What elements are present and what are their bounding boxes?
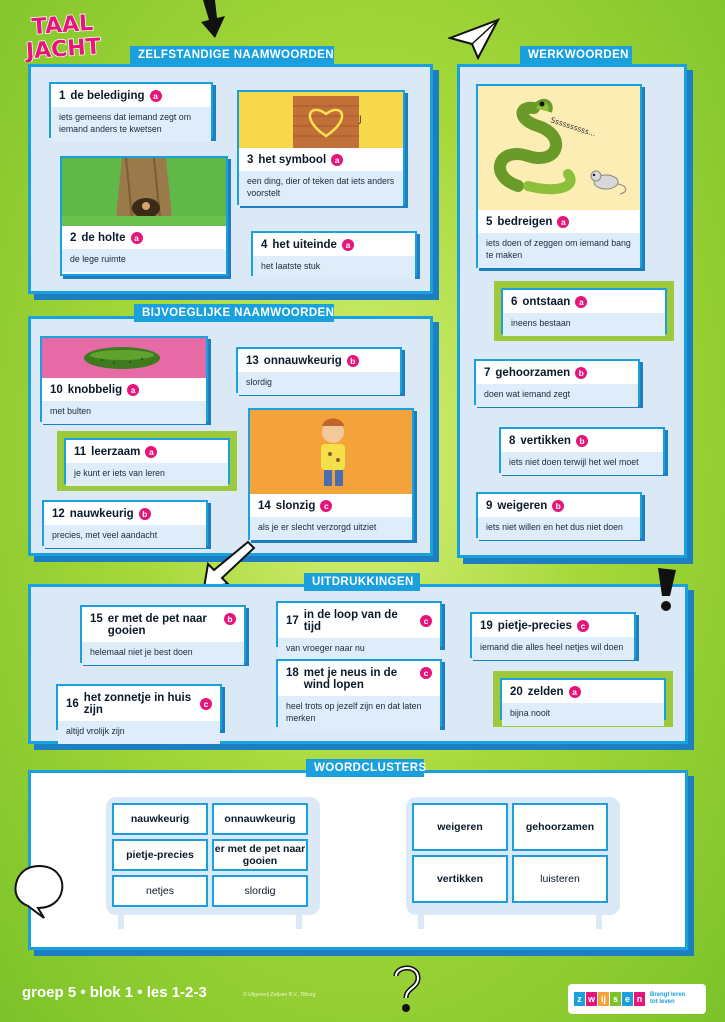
messy-boy-image bbox=[250, 410, 412, 494]
word-card-10 bbox=[40, 336, 208, 422]
level-badge: a bbox=[557, 216, 569, 228]
card-definition: je kunt er iets van leren bbox=[66, 463, 228, 486]
card-number: 2 bbox=[70, 232, 77, 244]
cluster-cell: weigeren bbox=[412, 803, 508, 851]
section-title-zelfstandige: ZELFSTANDIGE NAAMWOORDEN bbox=[130, 46, 334, 64]
card-definition: iets gemeens dat iemand zegt om iemand anders te kwetsen bbox=[51, 107, 211, 142]
word-card-20 bbox=[500, 678, 666, 720]
card-definition: heel trots op jezelf zijn en dat laten merken bbox=[278, 696, 440, 731]
word-card-19 bbox=[470, 612, 636, 658]
card-term: het uiteinde bbox=[272, 239, 337, 251]
card-number: 1 bbox=[59, 90, 66, 102]
card-term: nauwkeurig bbox=[69, 508, 134, 520]
card-number: 17 bbox=[286, 615, 299, 627]
card-term: weigeren bbox=[497, 500, 548, 512]
cluster-cell: gehoorzamen bbox=[512, 803, 608, 851]
card-definition: helemaal niet je best doen bbox=[82, 642, 244, 665]
wall-letter: J bbox=[359, 115, 362, 125]
publisher-logo bbox=[568, 984, 706, 1014]
taaljacht-logo bbox=[22, 10, 142, 62]
word-card-17 bbox=[276, 601, 442, 653]
level-badge: a bbox=[575, 296, 587, 308]
exclamation-icon bbox=[652, 566, 682, 614]
publisher-letter: s bbox=[610, 992, 621, 1006]
card-number: 6 bbox=[511, 296, 518, 308]
card-definition: iemand die alles heel netjes wil doen bbox=[472, 637, 634, 660]
snake-hiss-text: Ssssssssss... bbox=[549, 115, 597, 139]
card-term: knobbelig bbox=[67, 384, 123, 396]
cluster-cell: pietje-precies bbox=[112, 839, 208, 871]
cluster-cell: er met de pet naar gooien bbox=[212, 839, 308, 871]
publisher-letter: ij bbox=[598, 992, 609, 1006]
card-term: vertikken bbox=[520, 435, 571, 447]
card-definition: met bulten bbox=[42, 401, 206, 424]
copyright-text: © Uitgeverij Zwijsen B.V., Tilburg bbox=[243, 992, 316, 998]
logo-line2: JACHT bbox=[25, 34, 102, 62]
level-badge: c bbox=[200, 698, 212, 710]
card-term: de belediging bbox=[70, 90, 145, 102]
tree-hollow-image bbox=[62, 158, 226, 226]
section-title-bijvoeglijke: BIJVOEGLIJKE NAAMWOORDEN bbox=[134, 304, 334, 322]
card-term: ontstaan bbox=[522, 296, 571, 308]
card-number: 10 bbox=[50, 384, 63, 396]
card-number: 19 bbox=[480, 620, 493, 632]
card-number: 4 bbox=[261, 239, 268, 251]
cluster-cell: onnauwkeurig bbox=[212, 803, 308, 835]
word-card-7 bbox=[474, 359, 640, 405]
card-number: 20 bbox=[510, 686, 523, 698]
board-leg bbox=[596, 913, 602, 929]
level-badge: b bbox=[347, 355, 359, 367]
card-number: 15 bbox=[90, 613, 103, 625]
card-term: zelden bbox=[527, 686, 564, 698]
word-card-8 bbox=[499, 427, 665, 473]
level-badge: a bbox=[127, 384, 139, 396]
board-leg bbox=[296, 913, 302, 929]
card-definition: bijna nooit bbox=[502, 703, 664, 726]
card-term: gehoorzamen bbox=[495, 367, 571, 379]
snake-mouse-image bbox=[478, 86, 640, 210]
publisher-slogan: tot leven bbox=[650, 999, 675, 1005]
card-term: de holte bbox=[81, 232, 126, 244]
level-badge: a bbox=[150, 90, 162, 102]
level-badge: a bbox=[342, 239, 354, 251]
cluster-cell: nauwkeurig bbox=[112, 803, 208, 835]
section-title-woordclusters: WOORDCLUSTERS bbox=[306, 759, 424, 777]
card-definition: precies, met veel aandacht bbox=[44, 525, 206, 548]
word-card-12 bbox=[42, 500, 208, 546]
card-number: 8 bbox=[509, 435, 516, 447]
word-card-1 bbox=[49, 82, 213, 138]
word-card-2 bbox=[60, 156, 228, 276]
card-number: 5 bbox=[486, 216, 493, 228]
section-title-uitdrukkingen: UITDRUKKINGEN bbox=[304, 573, 420, 591]
publisher-letter: w bbox=[587, 994, 595, 1004]
word-card-9 bbox=[476, 492, 642, 538]
cluster-cell: vertikken bbox=[412, 855, 508, 903]
word-card-3 bbox=[237, 90, 405, 205]
card-definition: een ding, dier of teken dat iets anders voorstelt bbox=[239, 171, 403, 206]
word-card-5 bbox=[476, 84, 642, 268]
publisher-letter: n bbox=[634, 992, 645, 1006]
level-badge: b bbox=[575, 367, 587, 379]
publisher-letter: z bbox=[574, 992, 585, 1006]
card-definition: doen wat iemand zegt bbox=[476, 384, 638, 407]
card-definition: ineens bestaan bbox=[503, 313, 665, 336]
footer-lesson-info: groep 5 • blok 1 • les 1-2-3 bbox=[22, 984, 207, 1001]
level-badge: b bbox=[139, 508, 151, 520]
level-badge: b bbox=[224, 613, 236, 625]
level-badge: c bbox=[320, 500, 332, 512]
heart-wall-image bbox=[239, 92, 403, 148]
card-definition: altijd vrolijk zijn bbox=[58, 721, 220, 744]
card-term: er met de pet naar gooien bbox=[107, 613, 207, 637]
word-card-14 bbox=[248, 408, 414, 540]
card-term: bedreigen bbox=[497, 216, 553, 228]
word-card-13 bbox=[236, 347, 402, 393]
card-term: het symbool bbox=[258, 154, 327, 166]
card-term: slonzig bbox=[275, 500, 316, 512]
word-cluster-board-left bbox=[106, 797, 320, 915]
card-number: 18 bbox=[286, 667, 299, 679]
level-badge: a bbox=[569, 686, 581, 698]
card-number: 16 bbox=[66, 698, 79, 710]
card-definition: slordig bbox=[238, 372, 400, 395]
card-term: pietje-precies bbox=[497, 620, 572, 632]
publisher-letter: e bbox=[622, 992, 633, 1006]
card-term: in de loop van de tijd bbox=[303, 609, 398, 633]
level-badge: c bbox=[420, 615, 432, 627]
publisher-slogan: Brengt leren bbox=[650, 992, 686, 999]
word-card-6 bbox=[501, 288, 667, 334]
card-term: met je neus in de wind lopen bbox=[303, 667, 398, 691]
card-definition: iets niet willen en het dus niet doen bbox=[478, 517, 640, 540]
arrow-doodle-icon bbox=[195, 0, 235, 40]
level-badge: a bbox=[145, 446, 157, 458]
card-number: 9 bbox=[486, 500, 493, 512]
card-number: 7 bbox=[484, 367, 491, 379]
speech-bubble-icon bbox=[10, 862, 68, 920]
cluster-cell: luisteren bbox=[512, 855, 608, 903]
card-term: leerzaam bbox=[91, 446, 141, 458]
logo-line1: TAAL bbox=[30, 10, 94, 41]
cucumber-image bbox=[42, 338, 206, 378]
board-leg bbox=[418, 913, 424, 929]
level-badge: a bbox=[131, 232, 143, 244]
question-mark-icon bbox=[388, 962, 426, 1018]
word-card-11 bbox=[64, 438, 230, 484]
card-term: het zonnetje in huis zijn bbox=[83, 692, 192, 716]
cluster-cell: slordig bbox=[212, 875, 308, 907]
level-badge: b bbox=[576, 435, 588, 447]
cluster-cell: netjes bbox=[112, 875, 208, 907]
card-term: onnauwkeurig bbox=[263, 355, 342, 367]
level-badge: c bbox=[577, 620, 589, 632]
level-badge: a bbox=[331, 154, 343, 166]
card-number: 14 bbox=[258, 500, 271, 512]
card-number: 3 bbox=[247, 154, 254, 166]
level-badge: b bbox=[552, 500, 564, 512]
card-definition: iets niet doen terwijl het wel moet bbox=[501, 452, 663, 475]
word-cluster-board-right bbox=[406, 797, 620, 915]
paper-plane-icon bbox=[448, 18, 500, 60]
card-definition: van vroeger naar nu bbox=[278, 638, 440, 661]
card-definition: de lege ruimte bbox=[62, 249, 226, 272]
card-number: 13 bbox=[246, 355, 259, 367]
card-definition: iets doen of zeggen om iemand bang te maken bbox=[478, 233, 640, 268]
section-title-werkwoorden: WERKWOORDEN bbox=[520, 46, 632, 64]
board-leg bbox=[118, 913, 124, 929]
card-definition: het laatste stuk bbox=[253, 256, 415, 279]
word-card-16 bbox=[56, 684, 222, 736]
card-number: 12 bbox=[52, 508, 65, 520]
card-number: 11 bbox=[74, 446, 87, 458]
word-card-4 bbox=[251, 231, 417, 276]
word-card-15 bbox=[80, 605, 246, 663]
word-card-18 bbox=[276, 659, 442, 727]
card-definition: als je er slecht verzorgd uitziet bbox=[250, 517, 412, 540]
level-badge: c bbox=[420, 667, 432, 679]
